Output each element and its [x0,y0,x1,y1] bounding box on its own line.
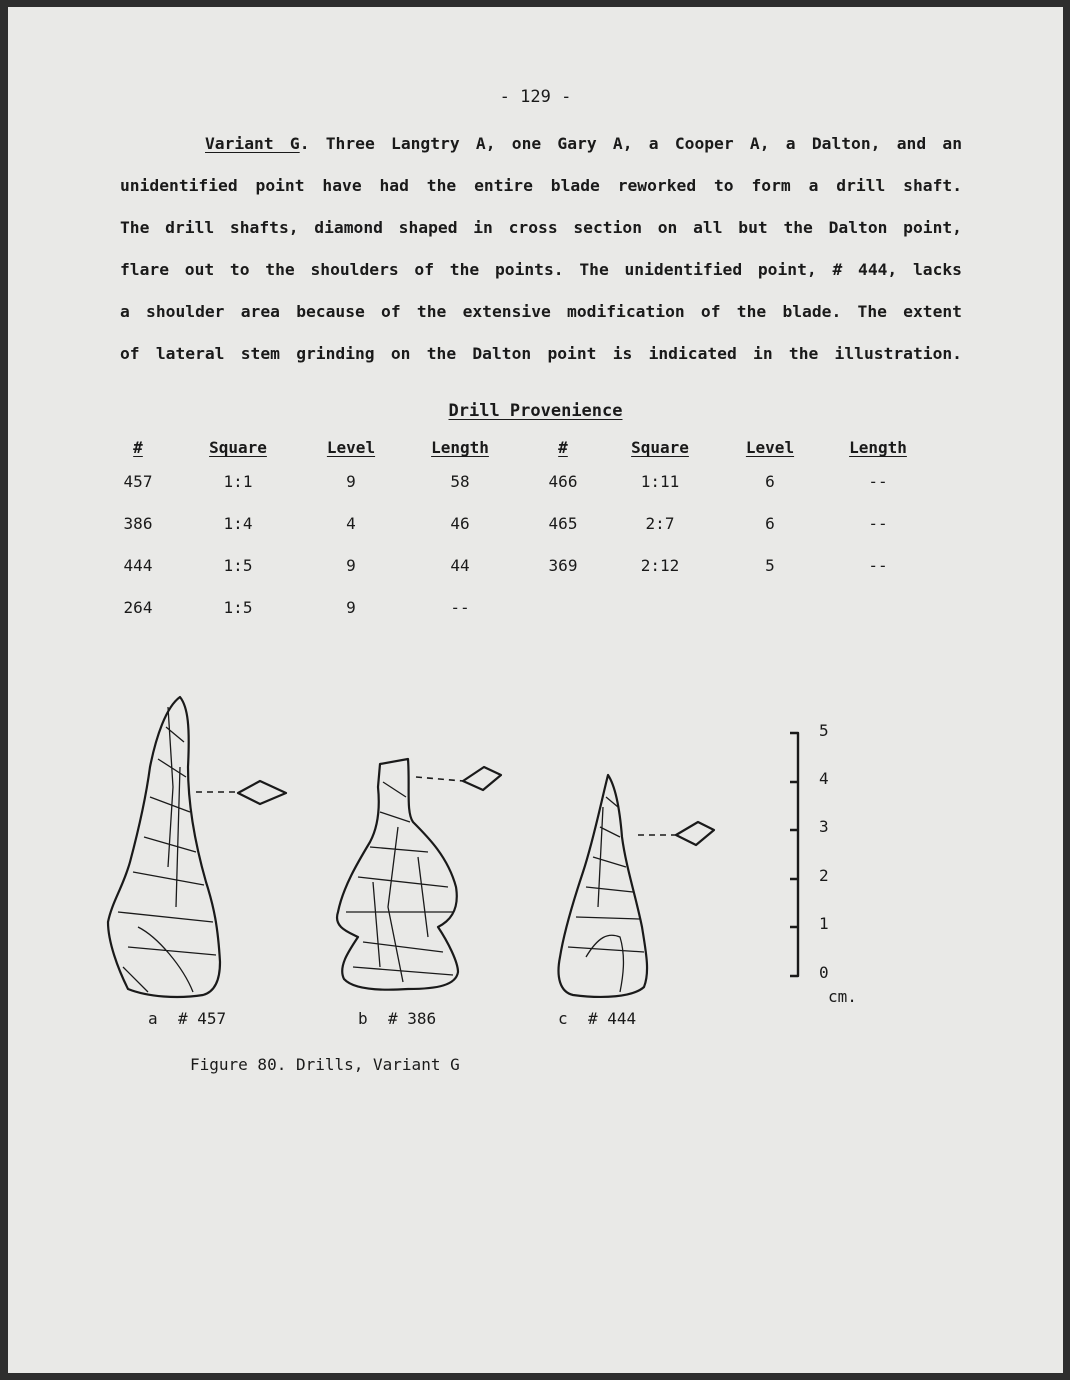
figure-number-label: # 444 [588,1009,637,1028]
table-cell: 1:5 [223,598,253,617]
table-cell: 1:5 [223,556,253,575]
paragraph-line-6: of lateral stem grinding on the Dalton point is indicated in the illustration. [120,344,962,363]
table-cell: 386 [123,514,153,533]
table-cell: -- [868,472,888,491]
scale-tick-label: 4 [819,769,829,788]
figure-number-label: # 457 [178,1009,227,1028]
table-cell: 5 [765,556,775,575]
table-cell: 2:12 [640,556,680,575]
scale-unit-label: cm. [828,987,857,1006]
paragraph-line-4: flare out to the shoulders of the points. The unidentified point, # 444, lacks [120,260,962,279]
table-cell: 444 [123,556,153,575]
paragraph-line-3: The drill shafts, diamond shaped in cross section on all but the Dalton point, [120,218,962,237]
figure-caption: Figure 80. Drills, Variant G [190,1055,460,1074]
table-cell: 9 [346,556,356,575]
table-cell: 1:4 [223,514,253,533]
figure-letter-label: c [558,1009,568,1028]
scale-tick-label: 2 [819,866,829,885]
drill-a-cross-section [238,781,286,804]
table-cell: 58 [450,472,470,491]
drill-b-cross-section [463,767,501,790]
scale-bar [790,733,798,976]
table-cell: 6 [765,514,775,533]
table-cell: 1:11 [640,472,680,491]
table-cell: 2:7 [645,514,675,533]
scale-tick-label: 5 [819,721,829,740]
table-cell: 9 [346,472,356,491]
table-cell: 46 [450,514,470,533]
drills-illustration [8,7,1063,1373]
table-cell: 264 [123,598,153,617]
paragraph-line-5: a shoulder area because of the extensive modification of the blade. The extent [120,302,962,321]
table-cell: 465 [548,514,578,533]
scale-tick-label: 3 [819,817,829,836]
table-header-cell: Level [326,438,376,457]
table-cell: 457 [123,472,153,491]
drill-c-cross-section [676,822,714,845]
paragraph-line-1: Variant G. Three Langtry A, one Gary A, a Cooper A, a Dalton, and an [205,134,962,153]
table-header-cell: # [558,438,568,457]
table-cell: 466 [548,472,578,491]
table-cell: -- [450,598,470,617]
table-cell: 6 [765,472,775,491]
table-header-cell: Level [745,438,795,457]
document-page [8,7,1063,1373]
scale-tick-label: 0 [819,963,829,982]
table-cell: 4 [346,514,356,533]
table-cell: 369 [548,556,578,575]
table-cell: 9 [346,598,356,617]
figure-letter-label: b [358,1009,368,1028]
page-number: - 129 - [499,87,572,107]
table-header-cell: Length [431,438,489,457]
figure-letter-label: a [148,1009,158,1028]
table-cell: 1:1 [223,472,253,491]
table-header-cell: Length [849,438,907,457]
table-header-cell: # [133,438,143,457]
variant-heading: Variant G [205,134,300,153]
paragraph-line-2: unidentified point have had the entire blade reworked to form a drill shaft. [120,176,962,195]
table-cell: -- [868,556,888,575]
table-cell: -- [868,514,888,533]
table-header-cell: Square [631,438,689,457]
table-title: Drill Provenience [448,401,623,421]
scale-tick-label: 1 [819,914,829,933]
drill-a-outline [108,697,220,997]
figure-number-label: # 386 [388,1009,437,1028]
table-header-cell: Square [209,438,267,457]
table-cell: 44 [450,556,470,575]
